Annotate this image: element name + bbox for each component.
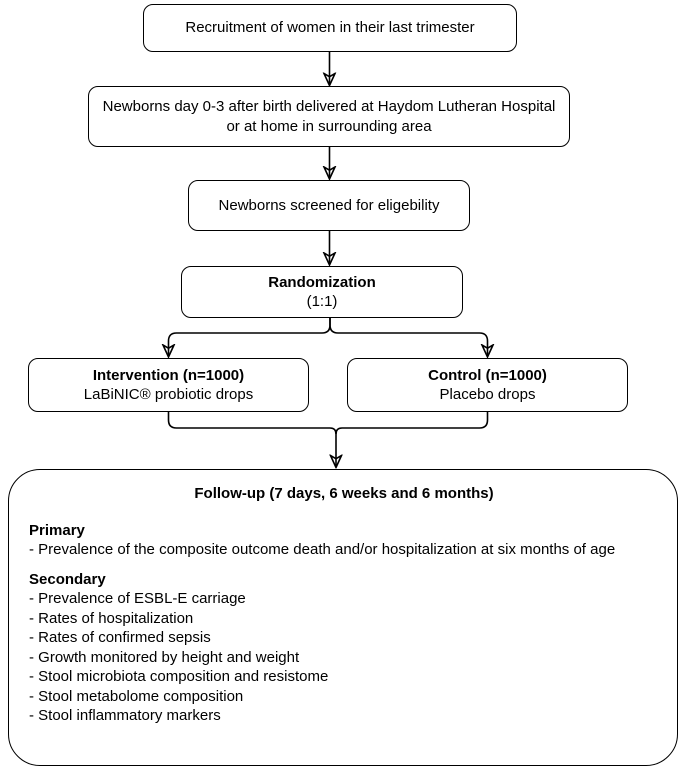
secondary-outcome-item: - Stool metabolome composition xyxy=(29,687,244,705)
recruitment-text: Recruitment of women in their last trimester xyxy=(185,19,475,37)
screening-box xyxy=(188,180,470,231)
newborns-box xyxy=(88,86,570,147)
newborns-text: Newborns day 0-3 after birth delivered at Haydom Lutheran Hospital or at home in surrounding area xyxy=(102,98,556,135)
randomization-title: Randomization xyxy=(268,273,376,291)
secondary-outcome-item: - Growth monitored by height and weight xyxy=(29,648,300,666)
secondary-outcome-item: - Rates of confirmed sepsis xyxy=(29,629,211,646)
secondary-outcome-item: - Stool inflammatory markers xyxy=(29,707,221,724)
section-spacer xyxy=(29,560,659,570)
randomization-ratio: (1:1) xyxy=(306,293,338,310)
screening-text: Newborns screened for eligebility xyxy=(218,196,440,214)
followup-title: Follow-up (7 days, 6 weeks and 6 months) xyxy=(194,485,494,502)
control-subtitle: Placebo drops xyxy=(439,386,536,403)
followup-box xyxy=(8,469,678,766)
intervention-title: Intervention (n=1000) xyxy=(92,366,245,384)
control-box xyxy=(347,358,628,412)
secondary-outcome-item: - Rates of hospitalization xyxy=(29,609,194,627)
intervention-box xyxy=(28,358,309,412)
primary-outcome-item: - Prevalence of the composite outcome death and/or hospitalization at six months of age xyxy=(29,541,616,558)
secondary-outcome-item: - Prevalence of ESBL-E carriage xyxy=(29,590,246,607)
arrow-randomization-to-control xyxy=(330,318,488,357)
merge-line-intervention xyxy=(169,412,337,434)
primary-outcomes-label: Primary xyxy=(29,521,85,539)
randomization-box xyxy=(181,266,463,318)
intervention-subtitle: LaBiNIC® probiotic drops xyxy=(83,386,254,403)
secondary-outcomes-label: Secondary xyxy=(29,570,106,588)
recruitment-box xyxy=(143,4,517,52)
merge-line-control xyxy=(336,412,488,434)
control-title: Control (n=1000) xyxy=(428,366,547,384)
secondary-outcome-item: - Stool microbiota composition and resistome xyxy=(29,668,329,685)
arrow-randomization-to-intervention xyxy=(169,318,331,357)
